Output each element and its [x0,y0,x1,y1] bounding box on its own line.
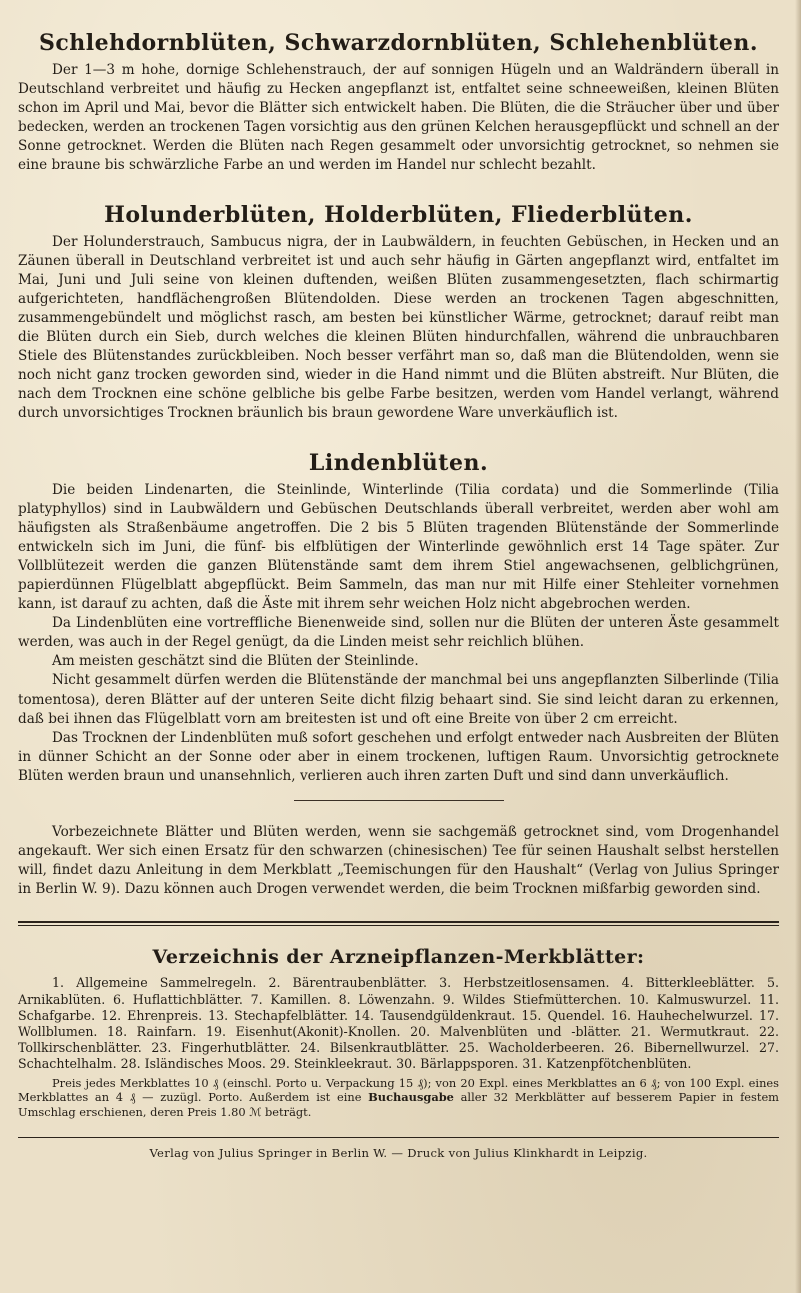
section-paragraph: Da Lindenblüten eine vortreffliche Bienenweide sind, sollen nur die Blüten der unteren Äste gesammelt werden, was auch in der Regel genügt, da die Linden meist sehr reichlich blühen. [18,615,779,651]
section-schlehdorn [18,30,779,176]
section-title: Lindenblüten. [308,449,489,476]
section-paragraph: Die beiden Lindenarten, die Steinlinde, Winterlinde (Tilia cordata) und die Sommerlinde (Tilia platyphyllos) sind in Laubwäldern und Gebüschen Deutschlands überall verbreitet, werden aber wohl am häufigsten als Straßenbäume angetroffen. Die 2 bis 5 Blüten tragenden Blütenstände der Sommerlinde entwickeln sich im Juni, die fünf- bis elfblütigen der Winterlinde gewöhnlich erst 14 Tage später. Zur Vollblütezeit werden die ganzen Blütenstände samt dem ihrem Stiel angewachsenen, gelblichgrünen, papierdünnen Flügelblatt abgepflückt. Beim Sammeln, das man nur mit Hilfe einer Stehleiter vornehmen kann, ist darauf zu achten, daß die Äste mit ihrem sehr weichen Holz nicht abgebrochen werden. [18,481,779,613]
divider [294,800,504,801]
index-title: Verzeichnis der Arzneipflanzen-Merkblätter: [152,946,645,969]
price-info [18,1076,779,1120]
price-bold-text: Buchausgabe [368,1090,454,1105]
section-holunder [18,202,779,424]
index-list: 1. Allgemeine Sammelregeln. 2. Bärentraubenblätter. 3. Herbstzeitlosensamen. 4. Bitterkleeblätter. 5. Arnikablüten. 6. Huflattichblätter. 7. Kamillen. 8. Löwenzahn. 9. Wildes Stiefmütterchen. 10. Kalmuswurzel. 11. Schafgarbe. 12. Ehrenpreis. 13. Stechapfelblätter. 14. Tausendgüldenkraut. 15. Quendel. 16. Hauhechelwurzel. 17. Wollblumen. 18. Rainfarn. 19. Eisenhut(Akonit)-Knollen. 20. Malvenblüten und -blätter. 21. Wermutkraut. 22. Tollkirschenblätter. 23. Fingerhutblätter. 24. Bilsenkrautblätter. 25. Wacholderbeeren. 26. Bibernellwurzel. 27. Schachtelhalm. 28. Isländisches Moos. 29. Steinkleekraut. 30. Bärlappsporen. 31. Katzenpfötchenblüten. [18,975,779,1072]
closing-paragraph: Vorbezeichnete Blätter und Blüten werden, wenn sie sachgemäß getrocknet sind, vom Drogenhandel angekauft. Wer sich einen Ersatz für den schwarzen (chinesischen) Tee für seinen Haushalt selbst herstellen will, findet dazu Anleitung in dem Merkblatt „Teemischungen für den Haushalt“ (Verlag von Julius Springer in Berlin W. 9). Dazu können auch Drogen verwendet werden, die beim Trocknen mißfarbig geworden sind. [18,824,779,898]
section-title: Holunderblüten, Holderblüten, Fliederblüten. [104,201,693,228]
index-section [18,946,779,1119]
section-paragraph: Der 1—3 m hohe, dornige Schlehenstrauch, der auf sonnigen Hügeln und an Waldrändern überall in Deutschland verbreitet und häufig zu Hecken angepflanzt ist, entfaltet seine schneeweißen, kleinen Blüten schon im April und Mai, bevor die Blätter sich entwickelt haben. Die Blüten, die die Sträucher über und über bedecken, werden an trockenen Tagen vorsichtig aus den grünen Kelchen herausgepflückt und schnell an der Sonne getrocknet. Werden die Blüten nach Regen gesammelt oder unvorsichtig getrocknet, so nehmen sie eine braune bis schwärzliche Farbe an und werden im Handel nur schlecht bezahlt. [18,62,779,174]
double-divider [18,921,779,926]
section-paragraph: Am meisten geschätzt sind die Blüten der Steinlinde. [52,653,419,670]
section-linden [18,450,779,787]
section-paragraph: Das Trocknen der Lindenblüten muß sofort geschehen und erfolgt entweder nach Ausbreiten der Blüten in dünner Schicht an der Sonne oder aber in einem trockenen, luftigen Raum. Unvorsichtig getrocknete Blüten werden braun und unansehnlich, verlieren auch ihren zarten Duft und sind dann unverkäuflich. [18,729,779,784]
imprint-footer: Verlag von Julius Springer in Berlin W. — Druck von Julius Klinkhardt in Leipzig. [149,1146,648,1161]
section-paragraph: Der Holunderstrauch, Sambucus nigra, der in Laubwäldern, in feuchten Gebüschen, in Hecken und an Zäunen überall in Deutschland verbreitet ist und auch sehr häufig in Gärten angepflanzt wird, entfaltet im Mai, Juni und Juli seine von kleinen duftenden, weißen Blüten zusammengesetzten, flach schirmartig aufgerichteten, handflächengroßen Blütendolden. Diese werden an trockenen Tagen abgeschnitten, zusammengebündelt und möglichst rasch, am besten bei künstlicher Wärme, getrocknet; darauf reibt man die Blüten durch ein Sieb, durch welches die kleinen Blüten hindurchfallen, während die unbrauchbaren Stiele des Blütenstandes zurückbleiben. Noch besser verfährt man so, daß man die Blütendolden, wenn sie noch nicht ganz trocken geworden sind, wieder in die Hand nimmt und die Blüten abstreift. Nur Blüten, die nach dem Trocknen eine schöne gelbliche bis gelbe Farbe besitzen, werden vom Handel verlangt, während durch unvorsichtiges Trocknen bräunlich bis braun gewordene Ware unverkäuflich ist. [18,233,779,422]
price-text-after: aller 32 Merkblätter auf besserem Papier in festem Umschlag erschienen, deren Preis 1.80 ℳ beträgt. [18,1090,779,1119]
footer-divider [18,1137,779,1138]
section-paragraph: Nicht gesammelt dürfen werden die Blütenstände der manchmal bei uns angepflanzten Silberlinde (Tilia tomentosa), deren Blätter auf der unteren Seite dicht filzig behaart sind. Sie sind leicht daran zu erkennen, daß bei ihnen das Flügelblatt vorn am breitesten ist und oft eine Breite von über 2 cm erreicht. [18,672,779,727]
price-text-before: Preis jedes Merkblattes 10 ₰ (einschl. Porto u. Verpackung 15 ₰); von 20 Expl. eines Merkblattes an 6 ₰; von 100 Expl. eines Merkblattes an 4 ₰ — zuzügl. Porto. Außerdem ist eine [18,1075,779,1105]
section-title: Schlehdornblüten, Schwarzdornblüten, Schlehenblüten. [38,30,759,56]
